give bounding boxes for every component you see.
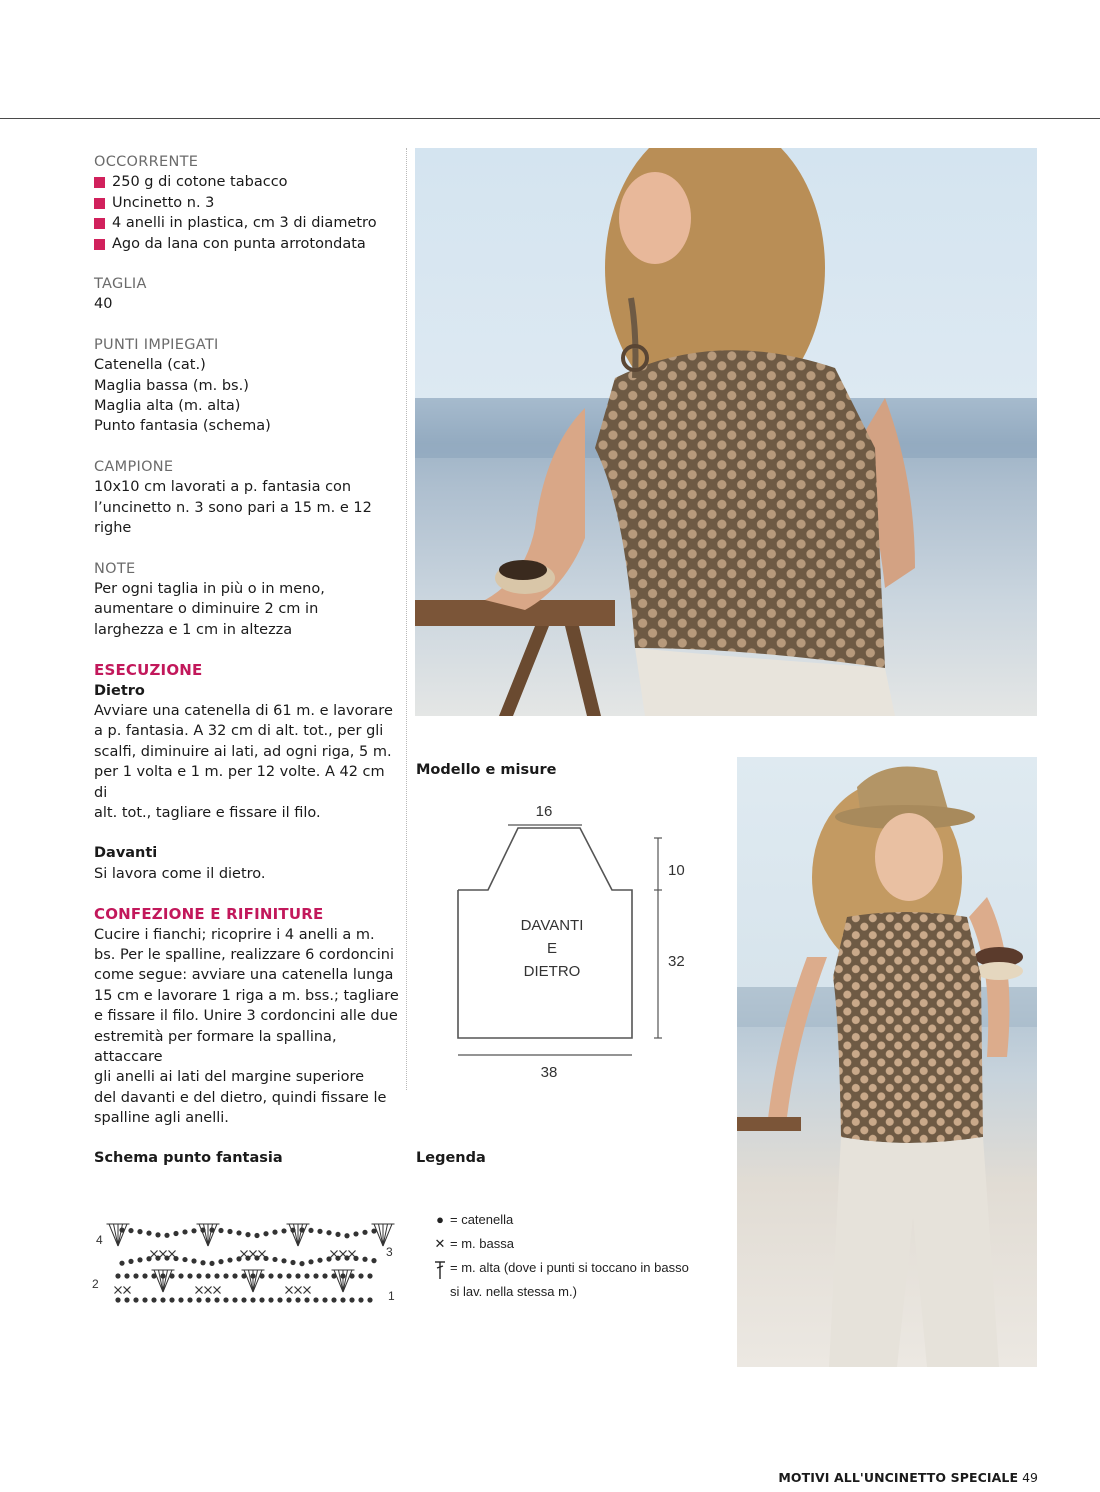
chain-stitch-mark (290, 1260, 295, 1265)
schematic-label-line: E (546, 940, 558, 957)
chain-stitch-mark (196, 1273, 201, 1278)
chain-stitch-mark (263, 1231, 268, 1236)
publication-name: MOTIVI ALL'UNCINETTO SPECIALE (778, 1470, 1019, 1485)
chain-stitch-mark (232, 1297, 237, 1302)
single-crochet-mark (295, 1287, 302, 1294)
chain-stitch-mark (227, 1229, 232, 1234)
chain-stitch-mark (317, 1258, 322, 1263)
chain-stitch-mark (209, 1261, 214, 1266)
chain-stitch-mark (313, 1297, 318, 1302)
chain-stitch-mark (142, 1297, 147, 1302)
single-crochet-mark (196, 1287, 203, 1294)
chain-stitch-mark (196, 1297, 201, 1302)
chain-stitch-mark (223, 1273, 228, 1278)
chain-stitch-mark (173, 1231, 178, 1236)
dot-icon: ● (436, 1212, 444, 1227)
chain-stitch-mark (326, 1230, 331, 1235)
finishing-line: gli anelli ai lati del margine superiore (94, 1069, 365, 1086)
chain-stitch-mark (254, 1255, 259, 1260)
column-divider (406, 148, 407, 1090)
front-line: Si lavora come il dietro. (94, 865, 266, 882)
chain-stitch-mark (268, 1297, 273, 1302)
chain-stitch-mark (317, 1229, 322, 1234)
chain-stitch-mark (178, 1297, 183, 1302)
chain-stitch-mark (164, 1233, 169, 1238)
legend-text: = catenella (450, 1212, 514, 1227)
chain-stitch-mark (241, 1297, 246, 1302)
gauge-section (94, 457, 400, 539)
material-item: Ago da lana con punta arrotondata (94, 234, 400, 254)
gauge-line: l’uncinetto n. 3 sono pari a 15 m. e 12 (94, 499, 372, 516)
chain-stitch-mark (335, 1232, 340, 1237)
gauge-heading: CAMPIONE (94, 458, 174, 475)
chain-stitch-mark (295, 1273, 300, 1278)
row-label: 4 (96, 1233, 103, 1247)
chain-stitch-mark (358, 1297, 363, 1302)
materials-section (94, 152, 400, 254)
stitch-item: Maglia bassa (m. bs.) (94, 377, 249, 394)
chain-stitch-mark (227, 1257, 232, 1262)
row-label: 3 (386, 1245, 393, 1259)
chain-stitch-mark (286, 1297, 291, 1302)
size-value: 40 (94, 296, 113, 313)
material-item: Uncinetto n. 3 (94, 193, 400, 213)
chain-stitch-mark (160, 1273, 165, 1278)
chain-stitch-mark (326, 1256, 331, 1261)
chain-stitch-mark (259, 1297, 264, 1302)
finishing-line: 15 cm e lavorare 1 riga a m. bss.; tagliare (94, 987, 399, 1004)
stitch-item: Maglia alta (m. alta) (94, 398, 241, 415)
model-back-photo (415, 148, 1037, 716)
treble-fan-mark (372, 1224, 395, 1246)
notes-section (94, 559, 400, 641)
chain-stitch-mark (281, 1258, 286, 1263)
chain-stitch-mark (160, 1297, 165, 1302)
notes-line: Per ogni taglia in più o in meno, (94, 580, 325, 597)
chain-stitch-mark (218, 1228, 223, 1233)
notes-heading: NOTE (94, 560, 136, 577)
chain-stitch-mark (236, 1256, 241, 1261)
armhole-height-label: 10 (668, 862, 685, 879)
chain-stitch-mark (263, 1256, 268, 1261)
chain-stitch-mark (146, 1231, 151, 1236)
finishing-line: estremità per formare la spallina, attaccare (94, 1028, 337, 1066)
notes-line: larghezza e 1 cm in altezza (94, 621, 293, 638)
chain-stitch-mark (295, 1297, 300, 1302)
stitch-item: Catenella (cat.) (94, 357, 206, 374)
chain-stitch-mark (182, 1229, 187, 1234)
chain-stitch-mark (272, 1230, 277, 1235)
legend-continuation: si lav. nella stessa m.) (450, 1284, 577, 1299)
chain-stitch-mark (277, 1297, 282, 1302)
chain-stitch-mark (250, 1297, 255, 1302)
chain-stitch-mark (178, 1273, 183, 1278)
chain-stitch-mark (133, 1273, 138, 1278)
chain-stitch-mark (191, 1228, 196, 1233)
chain-stitch-mark (151, 1273, 156, 1278)
chain-stitch-mark (250, 1273, 255, 1278)
cross-icon: ✕ (434, 1236, 446, 1251)
chain-stitch-mark (137, 1257, 142, 1262)
single-crochet-mark (205, 1287, 212, 1294)
model-front-photo (737, 757, 1037, 1367)
chain-stitch-mark (281, 1228, 286, 1233)
back-line: a p. fantasia. A 32 cm di alt. tot., per gli (94, 723, 384, 740)
chain-stitch-mark (277, 1273, 282, 1278)
finishing-line: come segue: avviare una catenella lunga (94, 967, 394, 984)
legend-item (432, 1260, 689, 1284)
model-front-illustration (737, 757, 1037, 1367)
chain-stitch-mark (218, 1259, 223, 1264)
treble-fan-mark (197, 1224, 220, 1246)
row-label: 2 (92, 1277, 99, 1291)
chain-stitch-mark (371, 1258, 376, 1263)
chain-stitch-mark (362, 1230, 367, 1235)
back-line: alt. tot., tagliare e fissare il filo. (94, 804, 321, 821)
finishing-line: e fissare il filo. Unire 3 cordoncini alle due (94, 1008, 398, 1025)
chain-stitch-mark (187, 1273, 192, 1278)
chain-stitch-mark (331, 1273, 336, 1278)
treble-fan-mark (287, 1224, 310, 1246)
treble-fan-mark (332, 1270, 355, 1292)
chain-stitch-mark (137, 1229, 142, 1234)
chain-stitch-mark (209, 1227, 214, 1232)
material-item: 4 anelli in plastica, cm 3 di diametro (94, 213, 400, 233)
material-item: 250 g di cotone tabacco (94, 172, 400, 192)
size-heading: TAGLIA (94, 276, 147, 293)
chain-stitch-mark (308, 1228, 313, 1233)
chain-stitch-mark (119, 1261, 124, 1266)
schematic-label-line: DIETRO (523, 963, 581, 980)
legend-text: = m. alta (dove i punti si toccano in basso (450, 1260, 689, 1275)
single-crochet-mark (115, 1287, 122, 1294)
chain-stitch-mark (133, 1297, 138, 1302)
chain-stitch-mark (353, 1256, 358, 1261)
finishing-line: del davanti e del dietro, quindi fissare le (94, 1089, 387, 1106)
chain-stitch-mark (200, 1228, 205, 1233)
chain-stitch-mark (124, 1297, 129, 1302)
size-section (94, 274, 400, 315)
schematic-title: Modello e misure (416, 762, 557, 778)
instructions-column (94, 152, 400, 1149)
chain-stitch-mark (308, 1259, 313, 1264)
top-width-label: 16 (535, 803, 553, 820)
treble-icon (432, 1260, 448, 1283)
treble-fan-mark (107, 1224, 130, 1246)
back-heading: Dietro (94, 682, 145, 699)
chain-stitch-mark (362, 1257, 367, 1262)
schematic-label-line: DAVANTI (520, 917, 584, 934)
chain-stitch-mark (340, 1273, 345, 1278)
chain-stitch-mark (182, 1257, 187, 1262)
chain-stitch-mark (155, 1256, 160, 1261)
chain-stitch-mark (223, 1297, 228, 1302)
page-number: 49 (1022, 1470, 1038, 1485)
back-line: Avviare una catenella di 61 m. e lavorare (94, 702, 393, 719)
legend (432, 1212, 689, 1304)
chain-stitch-mark (344, 1255, 349, 1260)
chain-stitch-mark (268, 1273, 273, 1278)
back-line: per 1 volta e 1 m. per 12 volte. A 42 cm di (94, 764, 385, 801)
chain-stitch-mark (169, 1273, 174, 1278)
chain-stitch-mark (164, 1255, 169, 1260)
chain-stitch-mark (304, 1273, 309, 1278)
chain-stitch-mark (367, 1273, 372, 1278)
treble-fan-mark (152, 1270, 175, 1292)
bottom-width-label: 38 (540, 1064, 558, 1081)
chain-stitch-mark (214, 1297, 219, 1302)
chain-stitch-mark (245, 1256, 250, 1261)
chain-stitch-mark (344, 1233, 349, 1238)
chain-stitch-mark (245, 1232, 250, 1237)
finishing-line: spalline agli anelli. (94, 1110, 229, 1127)
chain-stitch-mark (115, 1273, 120, 1278)
chain-stitch-mark (349, 1273, 354, 1278)
chain-stitch-mark (128, 1259, 133, 1264)
chain-stitch-mark (187, 1297, 192, 1302)
chain-stitch-mark (313, 1273, 318, 1278)
notes-line: aumentare o diminuire 2 cm in (94, 601, 319, 618)
gauge-line: 10x10 cm lavorati a p. fantasia con (94, 479, 352, 496)
legend-item (432, 1212, 689, 1236)
chain-stitch-mark (146, 1256, 151, 1261)
chain-stitch-mark (272, 1257, 277, 1262)
chain-stitch-mark (142, 1273, 147, 1278)
chain-stitch-mark (340, 1297, 345, 1302)
chain-stitch-mark (128, 1228, 133, 1233)
gauge-line: righe (94, 520, 132, 537)
page-footer (778, 1470, 1038, 1485)
garment-schematic (440, 798, 710, 1088)
chain-stitch-mark (119, 1227, 124, 1232)
chain-stitch-mark (299, 1261, 304, 1266)
finishing-heading: CONFEZIONE E RIFINITURE (94, 905, 324, 924)
finishing-line: Cucire i fianchi; ricoprire i 4 anelli a m. (94, 926, 375, 943)
chain-stitch-mark (322, 1297, 327, 1302)
row-label: 1 (388, 1289, 395, 1303)
legend-text: = m. bassa (450, 1236, 514, 1251)
stitches-section (94, 335, 400, 437)
chain-stitch-mark (290, 1228, 295, 1233)
chain-stitch-mark (115, 1297, 120, 1302)
single-crochet-mark (214, 1287, 221, 1294)
chain-stitch-mark (254, 1233, 259, 1238)
chain-stitch-mark (191, 1258, 196, 1263)
finishing-section (94, 904, 400, 1128)
chain-stitch-mark (299, 1227, 304, 1232)
stitches-heading: PUNTI IMPIEGATI (94, 336, 219, 353)
chain-stitch-mark (151, 1297, 156, 1302)
chain-stitch-mark (241, 1273, 246, 1278)
single-crochet-mark (124, 1287, 131, 1294)
front-heading: Davanti (94, 845, 158, 862)
single-crochet-mark (304, 1287, 311, 1294)
chain-stitch-mark (331, 1297, 336, 1302)
chain-stitch-mark (236, 1230, 241, 1235)
chain-stitch-mark (322, 1273, 327, 1278)
chain-stitch-mark (304, 1297, 309, 1302)
chain-stitch-mark (200, 1260, 205, 1265)
body-height-label: 32 (668, 953, 685, 970)
stitch-chart-title: Schema punto fantasia (94, 1150, 283, 1166)
legend-title: Legenda (416, 1150, 486, 1166)
chain-stitch-mark (335, 1256, 340, 1261)
chart-marks (107, 1224, 395, 1303)
back-line: scalfi, diminuire ai lati, ad ogni riga, 5 m. (94, 743, 392, 760)
chain-stitch-mark (169, 1297, 174, 1302)
chain-stitch-mark (371, 1228, 376, 1233)
chain-stitch-mark (173, 1256, 178, 1261)
single-crochet-mark (169, 1251, 176, 1258)
chain-stitch-mark (232, 1273, 237, 1278)
treble-fan-mark (242, 1270, 265, 1292)
chain-stitch-mark (205, 1273, 210, 1278)
model-back-illustration (415, 148, 1037, 716)
chain-stitch-mark (259, 1273, 264, 1278)
legend-item (432, 1236, 689, 1260)
chain-stitch-mark (286, 1273, 291, 1278)
chain-stitch-mark (358, 1273, 363, 1278)
single-crochet-mark (286, 1287, 293, 1294)
top-rule (0, 118, 1100, 119)
stitch-item: Punto fantasia (schema) (94, 418, 271, 435)
stitch-chart (88, 1212, 408, 1312)
finishing-line: bs. Per le spalline, realizzare 6 cordoncini (94, 947, 394, 963)
execution-heading: ESECUZIONE (94, 661, 203, 680)
materials-heading: OCCORRENTE (94, 154, 199, 170)
chain-stitch-mark (124, 1273, 129, 1278)
chain-stitch-mark (214, 1273, 219, 1278)
chain-stitch-mark (349, 1297, 354, 1302)
chain-stitch-mark (353, 1231, 358, 1236)
chain-stitch-mark (155, 1232, 160, 1237)
front-section (94, 843, 400, 884)
chain-stitch-mark (367, 1297, 372, 1302)
chain-stitch-mark (205, 1297, 210, 1302)
execution-section (94, 660, 400, 823)
